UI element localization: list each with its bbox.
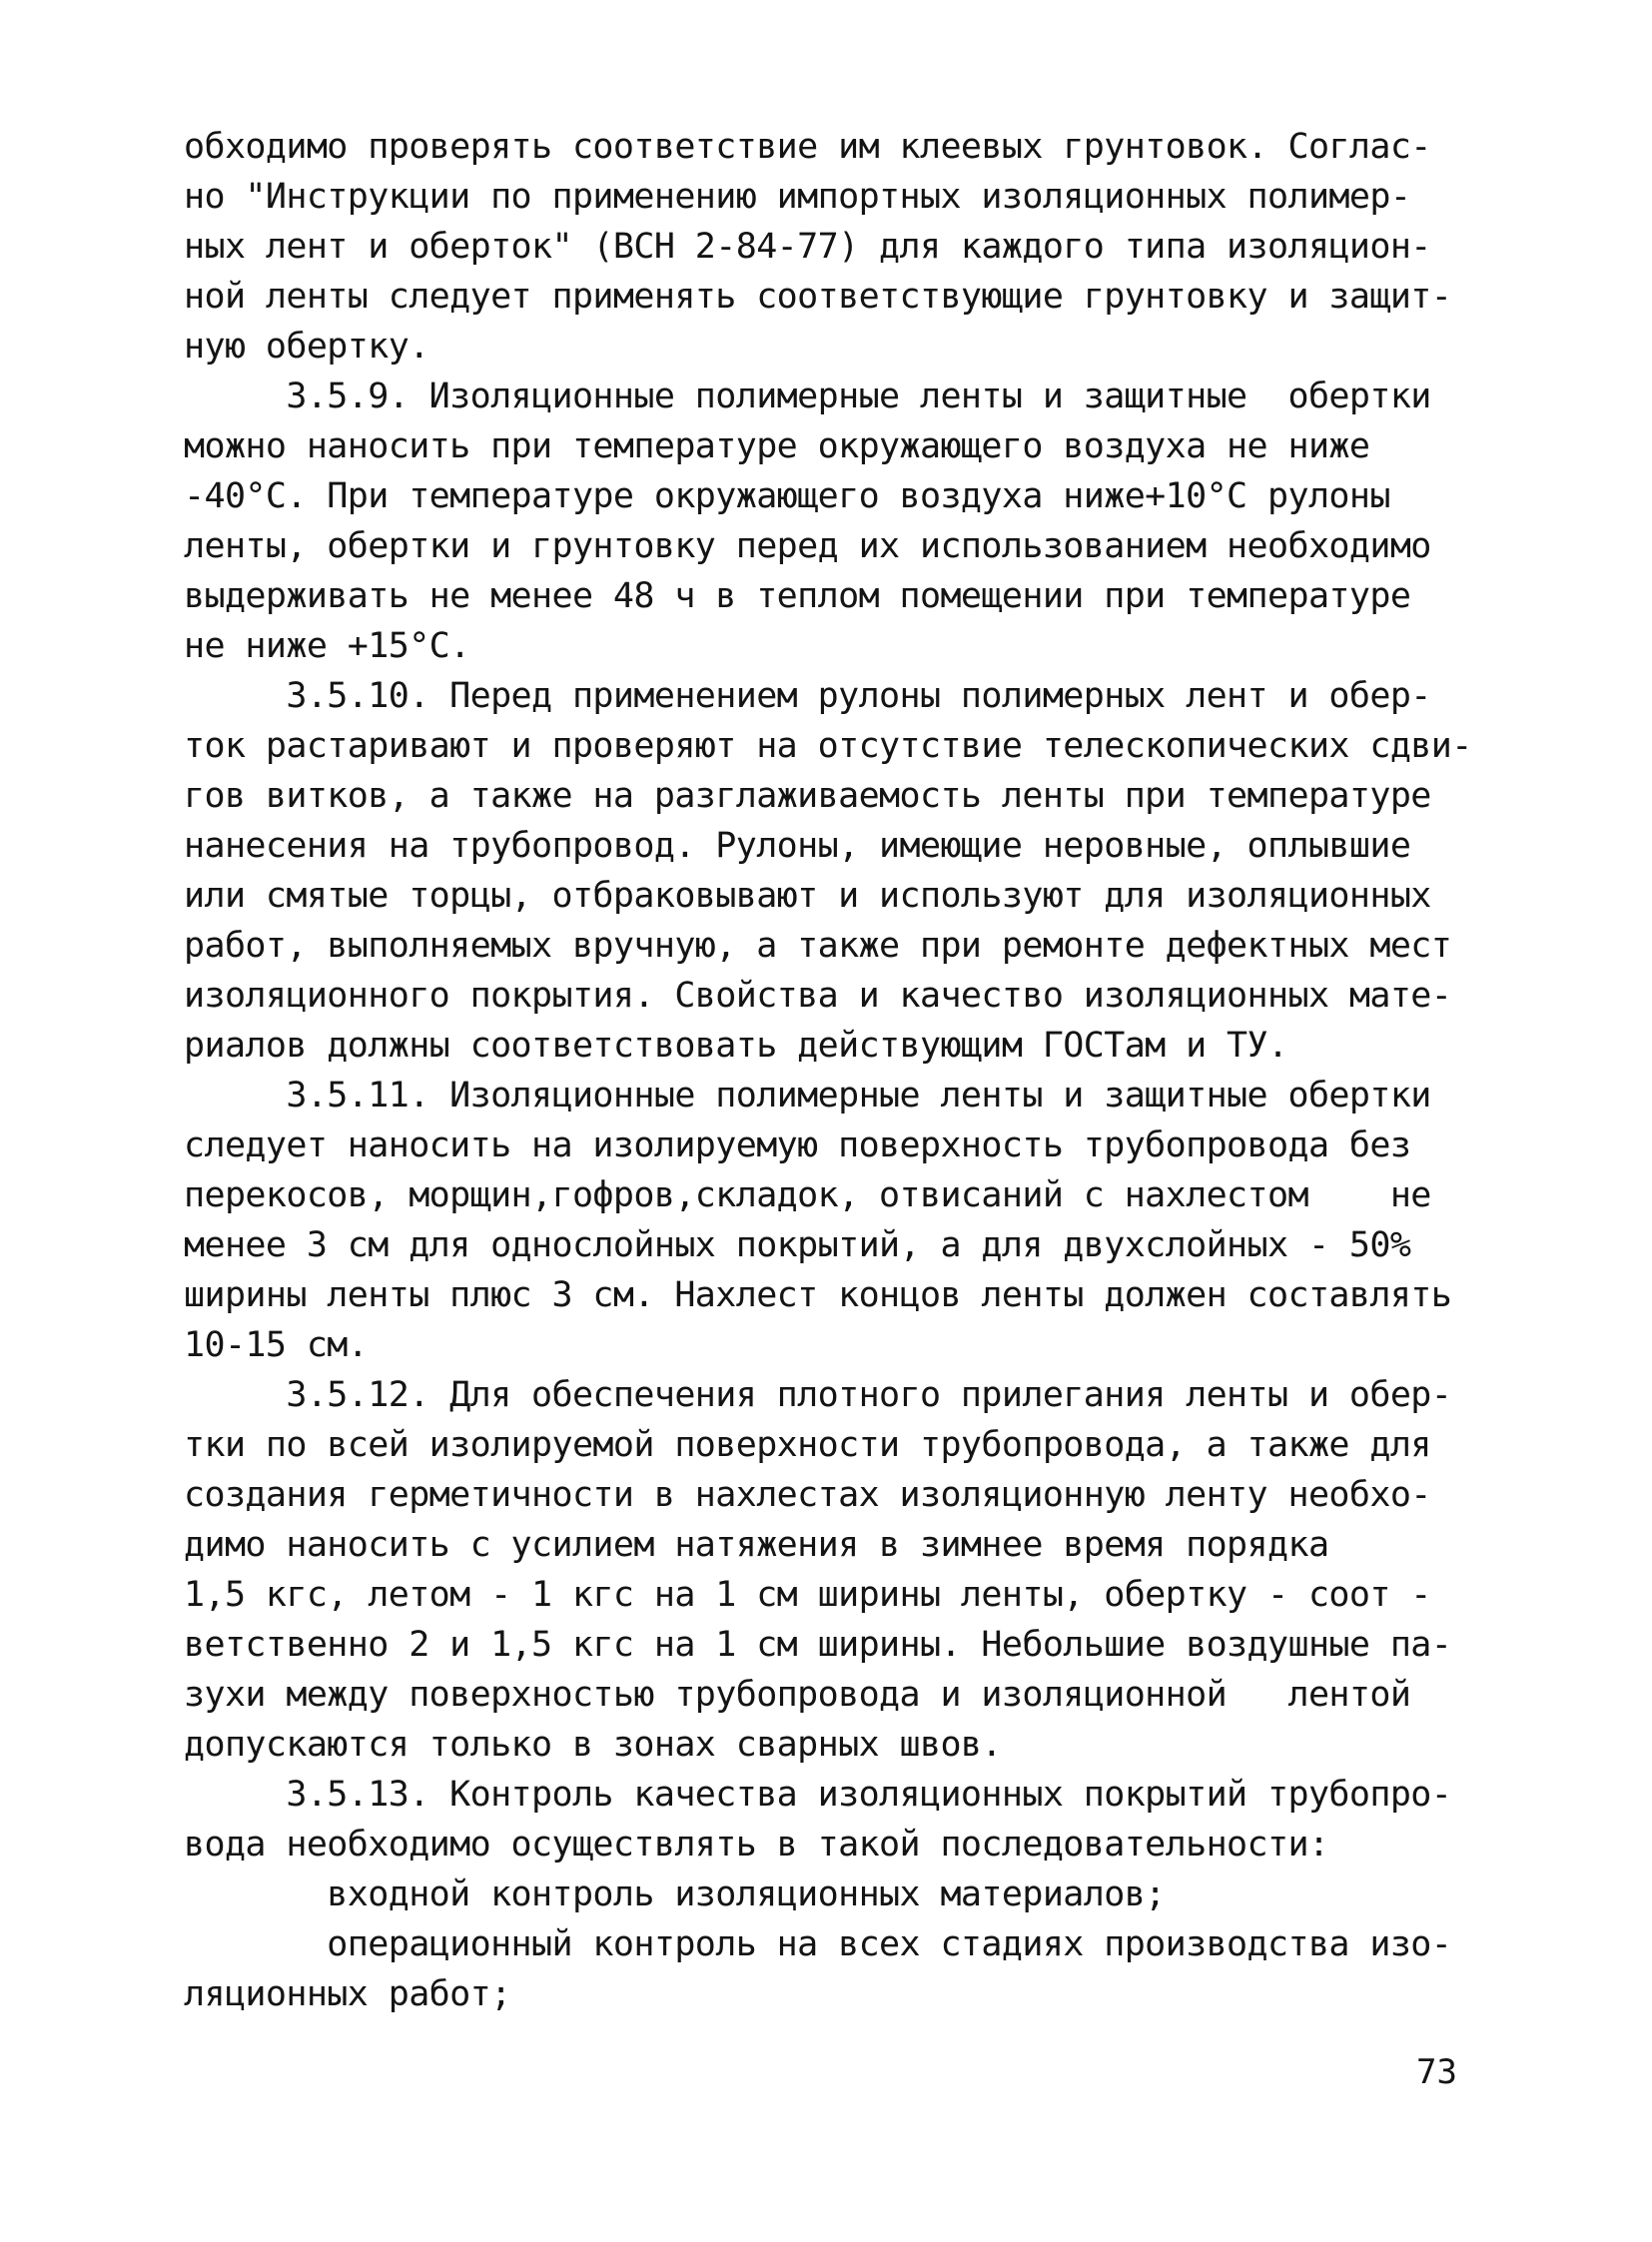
text-line: выдерживать не менее 48 ч в теплом помещении при температуре: [184, 576, 1411, 616]
text-line: создания герметичности в нахлестах изоляционную ленту необхо-: [184, 1475, 1431, 1515]
text-line: или смятые торцы, отбраковывают и используют для изоляционных: [184, 876, 1431, 916]
text-line: допускаются только в зонах сварных швов.: [184, 1725, 1002, 1765]
text-line: зухи между поверхностью трубопровода и изоляционной лентой: [184, 1675, 1411, 1715]
text-line: работ, выполняемых вручную, а также при ремонте дефектных мест: [184, 926, 1452, 966]
text-line: не ниже +15°С.: [184, 626, 470, 666]
text-line: изоляционного покрытия. Свойства и качество изоляционных мате-: [184, 976, 1452, 1016]
section-3-5-10-start: 3.5.10. Перед применением рулоны полимерных лент и обер-: [184, 676, 1431, 716]
list-item: входной контроль изоляционных материалов;: [184, 1874, 1166, 1914]
text-line: ных лент и оберток" (ВСН 2-84-77) для каждого типа изоляцион-: [184, 227, 1431, 267]
text-line: ляционных работ;: [184, 1974, 511, 2014]
text-line: вода необходимо осуществлять в такой последовательности:: [184, 1825, 1329, 1865]
text-line: риалов должны соответствовать действующим ГОСТам и ТУ.: [184, 1026, 1288, 1066]
body-text: [184, 122, 1472, 2019]
text-line: перекосов, морщин,гофров,складок, отвисаний с нахлестом не: [184, 1175, 1431, 1215]
list-item: операционный контроль на всех стадиях производства изо-: [184, 1924, 1452, 1964]
text-line: 10-15 см.: [184, 1325, 369, 1365]
text-line: менее 3 см для однослойных покрытий, а для двухслойных - 50%: [184, 1225, 1411, 1265]
section-3-5-12-start: 3.5.12. Для обеспечения плотного прилегания ленты и обер-: [184, 1375, 1452, 1415]
page-number: 73: [1416, 2052, 1457, 2092]
text-line: нанесения на трубопровод. Рулоны, имеющие неровные, оплывшие: [184, 826, 1411, 866]
text-line: следует наносить на изолируемую поверхность трубопровода без: [184, 1125, 1411, 1165]
text-line: димо наносить с усилием натяжения в зимнее время порядка: [184, 1525, 1329, 1565]
text-line: обходимо проверять соответствие им клеевых грунтовок. Соглас-: [184, 127, 1431, 167]
text-line: можно наносить при температуре окружающего воздуха не ниже: [184, 426, 1370, 466]
text-line: ширины ленты плюс 3 см. Нахлест концов ленты должен составлять: [184, 1275, 1452, 1315]
text-line: ветственно 2 и 1,5 кгс на 1 см ширины. Небольшие воздушные па-: [184, 1625, 1452, 1665]
text-line: ной ленты следует применять соответствующие грунтовку и защит-: [184, 277, 1452, 317]
text-line: гов витков, а также на разглаживаемость ленты при температуре: [184, 776, 1431, 816]
text-line: ленты, обертки и грунтовку перед их использованием необходимо: [184, 526, 1431, 566]
text-line: тки по всей изолируемой поверхности трубопровода, а также для: [184, 1425, 1431, 1465]
text-line: ток растаривают и проверяют на отсутствие телескопических сдви-: [184, 726, 1472, 766]
section-3-5-9-start: 3.5.9. Изоляционные полимерные ленты и защитные обертки: [184, 376, 1431, 416]
section-3-5-11-start: 3.5.11. Изоляционные полимерные ленты и защитные обертки: [184, 1076, 1431, 1116]
text-line: но "Инструкции по применению импортных изоляционных полимер-: [184, 177, 1411, 217]
text-line: 1,5 кгс, летом - 1 кгс на 1 см ширины ленты, обертку - соот -: [184, 1575, 1431, 1615]
text-line: -40°С. При температуре окружающего воздуха ниже+10°С рулоны: [184, 476, 1390, 516]
section-3-5-13-start: 3.5.13. Контроль качества изоляционных покрытий трубопро-: [184, 1775, 1452, 1815]
text-line: ную обертку.: [184, 327, 429, 367]
